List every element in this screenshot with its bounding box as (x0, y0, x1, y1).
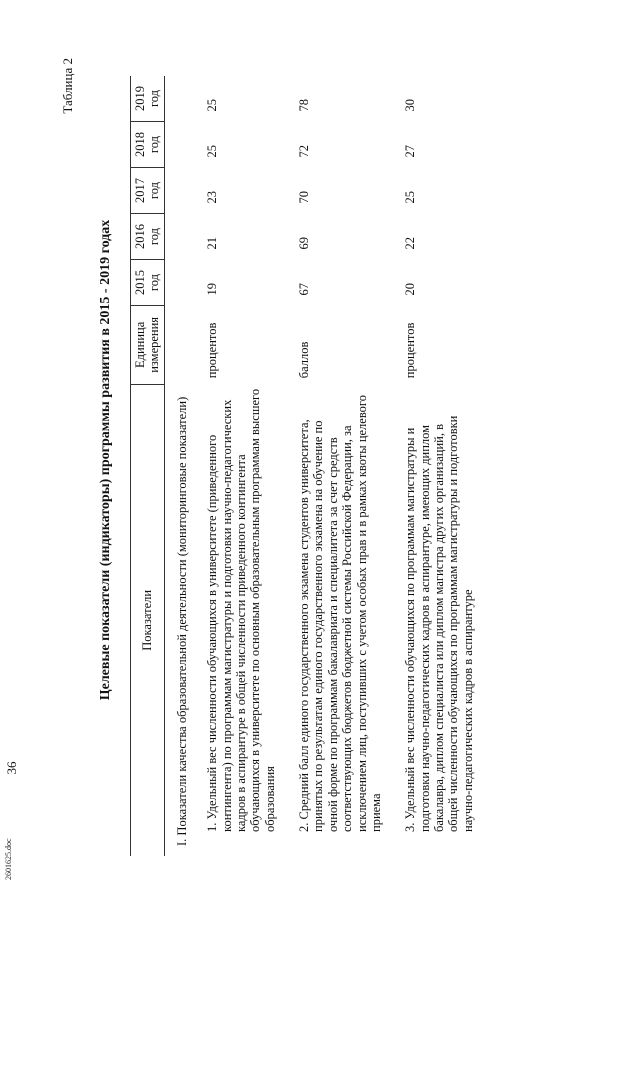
value-cell-2015: 20 (403, 283, 418, 296)
header-year-2017: 2017 год (131, 168, 165, 214)
header-year-2015: 2015 год (131, 260, 165, 306)
header-unit: Единица измерения (131, 306, 165, 385)
header-year-2018: 2018 год (131, 122, 165, 168)
indicator-cell: 1. Удельный вес численности обучающихся в университете (приведенного контингента) по программам магистратуры и подготовки научно-педагогических кадров в аспирантуре в общей численности приведенного контингента обучающихся в университете по основным образовательным программам высшего образования (205, 388, 277, 832)
table-row (197, 76, 289, 856)
unit-cell: процентов (205, 322, 220, 379)
value-cell-2018: 72 (297, 145, 311, 158)
header-year-2019: 2019 год (131, 76, 165, 122)
value-cell-2016: 21 (205, 237, 220, 250)
section-row (164, 76, 197, 856)
indicator-cell: 3. Удельный вес численности обучающихся по программам магистратуры и подготовки научно-педагогических кадров в аспирантуре, имеющих диплом бакалавра, диплом специалиста или диплом магистра других организаций, в общей численности обучающихся по программам магистратуры и подготовки научно-педагогических кадров в аспирантуре (403, 415, 475, 832)
indicators-table (130, 76, 487, 856)
header-year-2016: 2016 год (131, 214, 165, 260)
table-header-row (131, 76, 165, 856)
value-cell-2018: 25 (205, 145, 220, 158)
value-cell-2019: 78 (297, 99, 311, 112)
value-cell-2017: 70 (297, 191, 311, 204)
value-cell-2017: 23 (205, 191, 220, 204)
table-label: Таблица 2 (60, 58, 75, 114)
page-number-rotated: 36 (4, 761, 19, 775)
value-cell-2018: 27 (403, 145, 418, 158)
indicator-cell: 2. Средний балл единого государственного экзамена студентов университета, принятых по результатам единого государственного экзамена на обучение по очной форме по программам бакалавриата и специалитета за счет средств соответствующих бюджетов бюджетной системы Российской Федерации, за исключением лиц, поступивших с учетом особых прав и в рамках квоты целевого приема (297, 395, 383, 832)
unit-cell: баллов (297, 341, 311, 379)
unit-cell: процентов (403, 322, 418, 379)
value-cell-2019: 30 (403, 99, 418, 112)
value-cell-2016: 69 (297, 237, 311, 250)
value-cell-2019: 25 (205, 99, 220, 112)
table-row (395, 76, 487, 856)
section-title: I. Показатели качества образовательной деятельности (мониторинговые показатели) (174, 396, 189, 846)
value-cell-2017: 25 (403, 191, 418, 204)
page-title: Целевые показатели (индикаторы) программы развития в 2015 - 2019 годах (98, 219, 113, 701)
value-cell-2015: 19 (205, 283, 220, 296)
table-row (289, 76, 395, 856)
footer-file-code: 2601625.doc (4, 838, 13, 880)
rotated-content (60, 40, 640, 880)
value-cell-2015: 67 (297, 283, 311, 296)
header-indicator: Показатели (131, 384, 165, 856)
value-cell-2016: 22 (403, 237, 418, 250)
